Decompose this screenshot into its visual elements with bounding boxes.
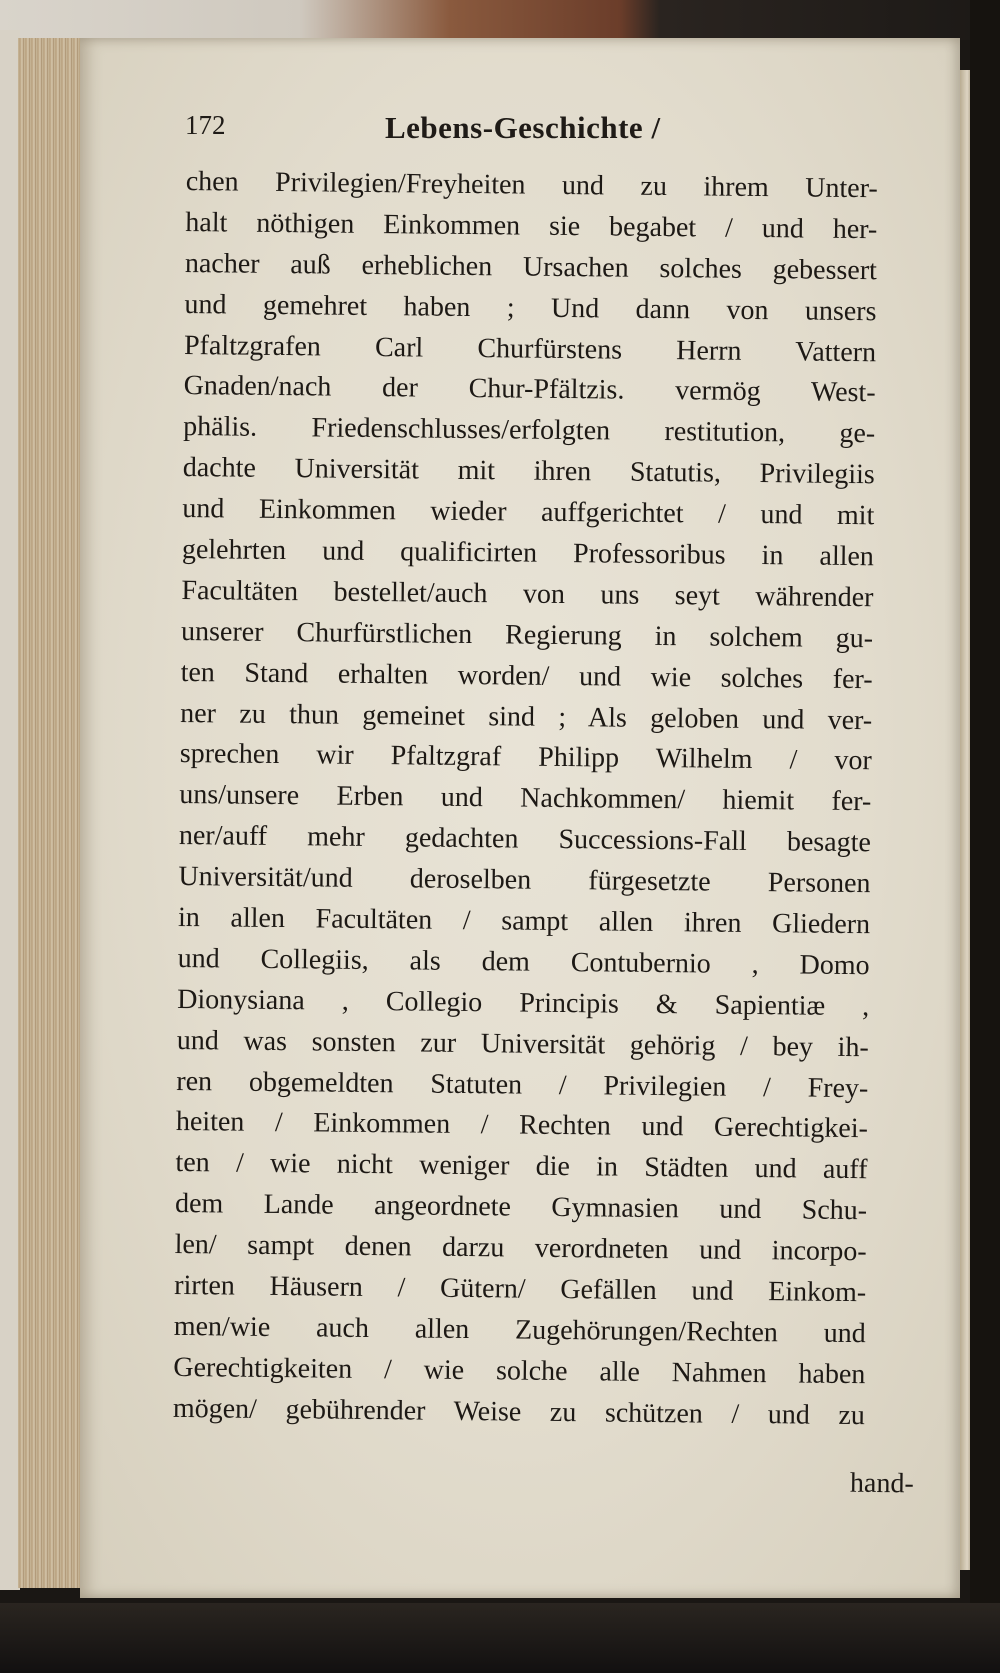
text-line: halt nöthigen Einkommen sie begabet / und her- <box>185 206 878 246</box>
text-line: und was sonsten zur Universität gehörig / bey ih- <box>176 1024 869 1063</box>
text-line: Universität/und deroselben fürgesetzte Personen <box>178 861 871 900</box>
scanner-background-right <box>970 0 1000 1673</box>
text-line: uns/unsere Erben und Nachkommen/ hiemit fer- <box>179 779 872 818</box>
text-line: unserer Churfürstlichen Regierung in solchem gu- <box>180 615 874 655</box>
scanner-background-left <box>0 30 20 1590</box>
text-line: ren obgemeldten Statuten / Privilegien / Frey- <box>176 1065 869 1104</box>
text-line: mögen/ gebührender Weise zu schützen / und zu <box>172 1392 866 1431</box>
text-line: und Collegiis, als dem Contubernio , Domo <box>177 942 870 982</box>
text-line: dachte Universität mit ihren Statutis, Privilegiis <box>182 452 875 491</box>
text-line: und Einkommen wieder auffgerichtet / und mit <box>182 493 875 532</box>
text-line: Facultäten bestellet/auch von uns seyt währender <box>181 574 874 614</box>
text-line: sprechen wir Pfaltzgraf Philipp Wilhelm / vor <box>179 738 872 777</box>
text-line: ten Stand erhalten worden/ und wie solches fer- <box>180 656 873 695</box>
page-number: 172 <box>185 110 226 140</box>
text-line: Pfaltzgrafen Carl Churfürstens Herrn Vattern <box>183 329 877 368</box>
text-line: len/ sampt denen darzu verordneten und incorpo- <box>174 1229 867 1268</box>
text-line: nacher auß erheblichen Ursachen solches gebessert <box>184 247 878 287</box>
text-line: und gemehret haben ; Und dann von unsers <box>184 288 877 327</box>
text-line: ner/auff mehr gedachten Successions-Fall besagte <box>178 820 872 859</box>
body-text <box>173 162 878 1437</box>
text-line: in allen Facultäten / sampt allen ihren Gliedern <box>177 901 871 941</box>
text-line: heiten / Einkommen / Rechten und Gerechtigkei- <box>175 1106 869 1145</box>
text-line: ten / wie nicht weniger die in Städten und auff <box>175 1147 868 1186</box>
page-header <box>185 110 905 156</box>
book-page-edges <box>18 38 82 1588</box>
text-line: gelehrten und qualificirten Professoribus in allen <box>181 533 875 573</box>
text-line: Gerechtigkeiten / wie solche alle Nahmen haben <box>173 1351 866 1391</box>
running-title: Lebens-Geschichte / <box>385 110 661 145</box>
text-line: ner zu thun gemeinet sind ; Als geloben und ver- <box>180 697 873 736</box>
scanner-background-bottom <box>0 1603 1000 1673</box>
text-line: dem Lande angeordnete Gymnasien und Schu- <box>174 1188 868 1227</box>
text-line: Gnaden/nach der Chur-Pfältzis. vermög West- <box>183 370 876 409</box>
text-line: rirten Häusern / Gütern/ Gefällen und Einkom- <box>174 1269 867 1309</box>
text-line: phälis. Friedenschlusses/erfolgten restitution, ge- <box>183 411 876 450</box>
scanner-background-top <box>0 0 1000 40</box>
text-line: chen Privilegien/Freyheiten und zu ihrem Unter- <box>185 165 878 205</box>
catchword: hand- <box>850 1467 915 1500</box>
text-line: men/wie auch allen Zugehörungen/Rechten und <box>173 1310 866 1350</box>
text-line: Dionysiana , Collegio Principis & Sapientiæ , <box>177 983 870 1023</box>
